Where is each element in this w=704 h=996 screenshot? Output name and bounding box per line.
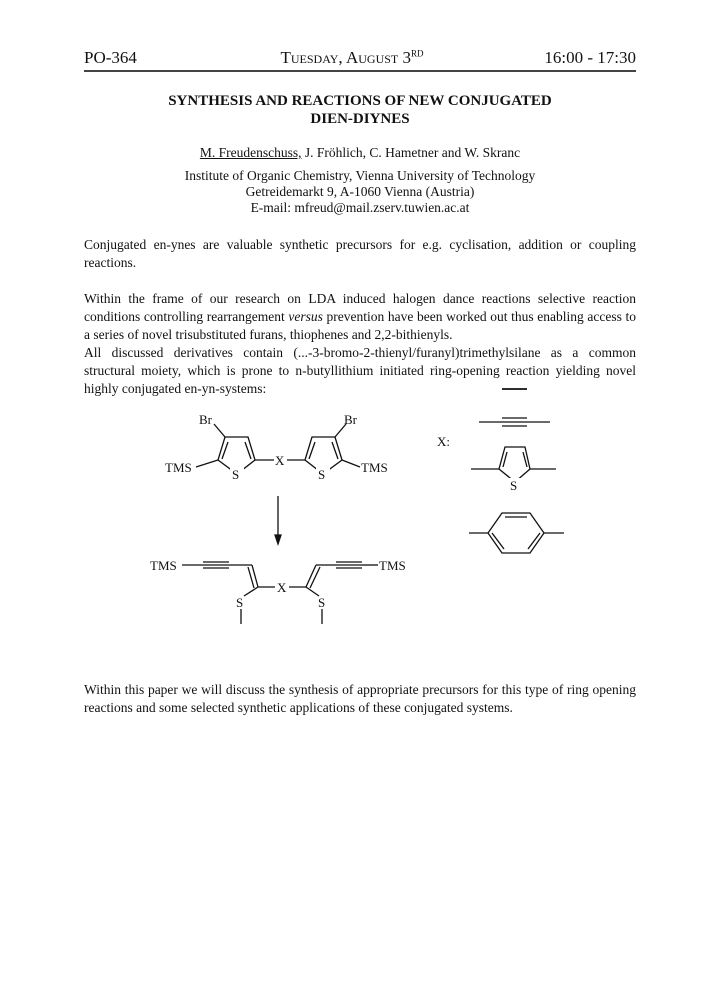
- p2-emphasis: versus: [288, 309, 323, 324]
- abstract-code: PO-364: [84, 48, 137, 67]
- br-right: Br: [344, 412, 357, 427]
- x-legend-label: X:: [437, 434, 450, 449]
- title-line-1: SYNTHESIS AND REACTIONS OF NEW CONJUGATED: [168, 93, 552, 109]
- p2-text-a: Within the frame of our research on LDA induced halogen dance reactions selective reaction conditions controlling rearrangement: [84, 291, 636, 324]
- session-time: 16:00 - 17:30: [544, 48, 636, 67]
- x-top: X: [275, 453, 285, 468]
- s-product-left: S: [236, 595, 244, 610]
- s-option: S: [510, 478, 518, 493]
- title-line-2: DIEN-DIYNES: [310, 111, 410, 127]
- tms-product-left: TMS: [150, 558, 177, 573]
- tms-right: TMS: [361, 460, 388, 475]
- br-left: Br: [199, 412, 212, 427]
- paragraph-derivatives: All discussed derivatives contain (...-3-bromo-2-thienyl/furanyl)trimethylsilane as a common structural moiety, which is prone to n-butyllithium initiated ring-opening reaction yielding novel highly conjugated en-yn-systems:: [84, 345, 636, 396]
- presenting-author: M. Freudenschuss,: [199, 145, 302, 160]
- paragraph-intro: Conjugated en-ynes are valuable synthetic precursors for e.g. cyclisation, addition or coupling reactions.: [84, 237, 636, 270]
- p2-text-b: prevention have been worked out thus enabling access to a series of novel trisubstituted furans, thiophenes and 2,2-bithienyls.: [84, 309, 637, 342]
- co-authors: J. Fröhlich, C. Hametner and W. Skranc: [301, 145, 521, 160]
- x-option-benzene: [469, 513, 564, 553]
- s-right: S: [318, 467, 326, 482]
- paragraph-conclusion: Within this paper we will discuss the synthesis of appropriate precursors for this type of ring opening reactions and some selected synthetic applications of these conjugated systems.: [84, 682, 636, 715]
- x-option-alkyne: [479, 418, 550, 426]
- s-product-right: S: [318, 595, 326, 610]
- address: Getreidemarkt 9, A-1060 Vienna (Austria): [245, 184, 475, 199]
- tms-product-right: TMS: [379, 558, 406, 573]
- date-suffix: RD: [411, 48, 424, 59]
- reaction-arrow: [275, 496, 281, 544]
- institute: Institute of Organic Chemistry, Vienna University of Technology: [184, 168, 536, 183]
- x-product: X: [277, 580, 287, 595]
- s-left: S: [232, 467, 240, 482]
- tms-left: TMS: [165, 460, 192, 475]
- session-day: Tuesday, August 3: [280, 48, 412, 67]
- email: E-mail: mfreud@mail.zserv.tuwien.ac.at: [250, 200, 470, 215]
